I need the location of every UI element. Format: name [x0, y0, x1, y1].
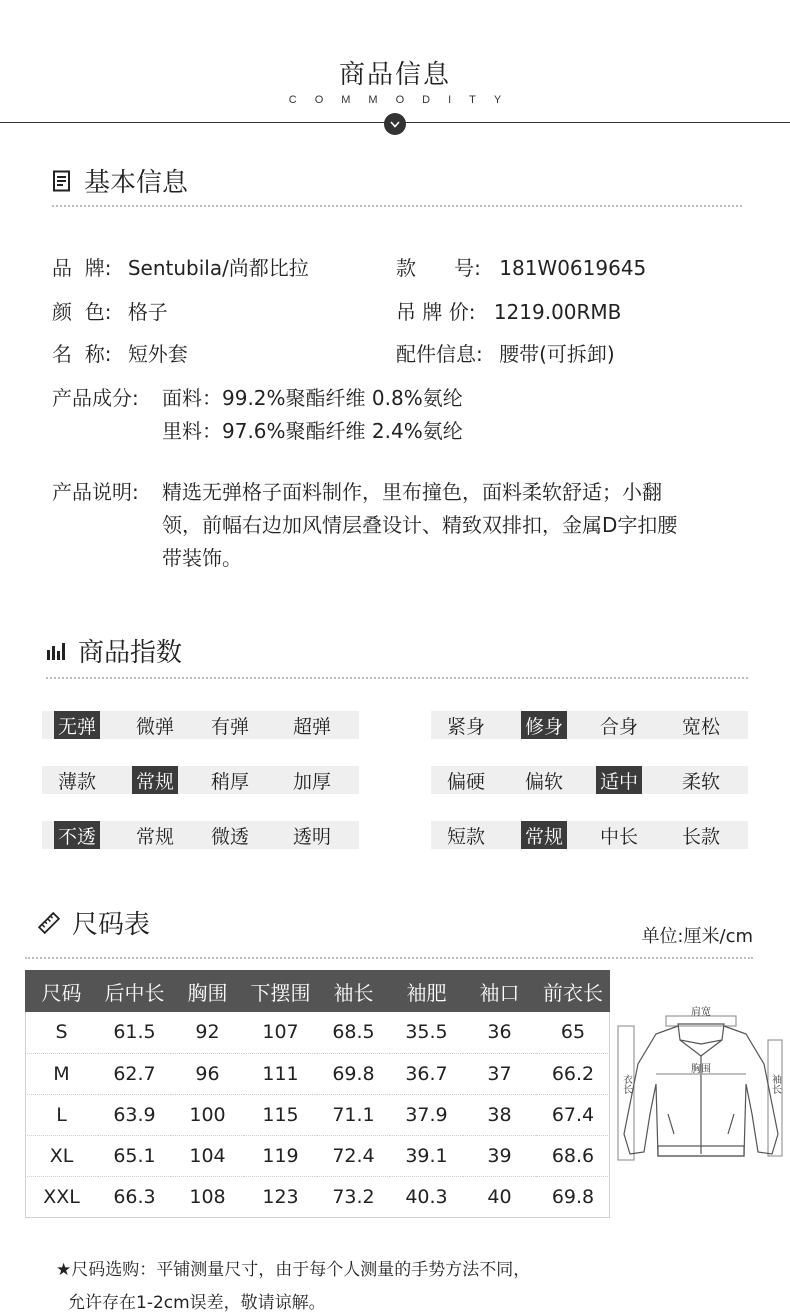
table-cell: 104 — [171, 1135, 244, 1176]
name-label: 名 称: — [52, 342, 112, 366]
index-option: 薄款 — [57, 770, 96, 793]
table-cell: 65 — [536, 1012, 610, 1053]
index-option-selected: 常规 — [521, 821, 567, 849]
table-row — [25, 1176, 610, 1217]
diagram-sleeve-label: 袖长 — [769, 1074, 781, 1094]
chevron-down-icon[interactable] — [384, 113, 406, 135]
jacket-size-diagram — [616, 1004, 786, 1169]
table-cell: 68.6 — [536, 1135, 610, 1176]
table-cell: 39 — [463, 1135, 536, 1176]
name-value: 短外套 — [127, 342, 188, 366]
table-cell: XXL — [25, 1176, 98, 1217]
table-cell: 65.1 — [98, 1135, 171, 1176]
index-option: 微弹 — [135, 715, 174, 738]
table-cell: 107 — [244, 1012, 317, 1053]
accessory-row — [396, 338, 615, 367]
index-option: 超弹 — [292, 715, 331, 738]
size-table-header-cell: 前衣长 — [536, 970, 610, 1012]
style-label: 款 号: — [396, 256, 481, 280]
size-table-header-cell: 下摆围 — [244, 970, 317, 1012]
table-cell: 111 — [244, 1053, 317, 1094]
ruler-icon — [38, 912, 60, 934]
table-cell: 38 — [463, 1094, 536, 1135]
table-cell: 37.9 — [390, 1094, 463, 1135]
basic-info-title: 基本信息 — [84, 168, 189, 198]
index-option: 合身 — [599, 715, 638, 738]
table-cell: 66.2 — [536, 1053, 610, 1094]
description-line2: 领，前幅右边加风情层叠设计、精致双排扣，金属D字扣腰 — [162, 513, 678, 537]
table-cell: 92 — [171, 1012, 244, 1053]
index-option-selected: 常规 — [132, 766, 178, 794]
index-option: 中长 — [599, 825, 638, 848]
index-option: 柔软 — [681, 770, 720, 793]
table-row — [25, 1135, 610, 1176]
table-cell: 115 — [244, 1094, 317, 1135]
accessory-label: 配件信息: — [396, 342, 483, 366]
bar-chart-icon — [46, 642, 66, 660]
index-row — [42, 821, 359, 849]
description-block — [52, 476, 742, 576]
table-cell: 73.2 — [317, 1176, 390, 1217]
brand-value: Sentubila/尚都比拉 — [127, 256, 309, 280]
table-cell: 61.5 — [98, 1012, 171, 1053]
diagram-shoulder-label: 肩宽 — [691, 1007, 711, 1018]
index-option: 偏软 — [524, 770, 563, 793]
index-option: 偏硬 — [446, 770, 485, 793]
name-row — [52, 338, 188, 367]
composition-block — [52, 382, 742, 452]
dotted-divider — [46, 677, 748, 679]
description-label: 产品说明: — [52, 480, 139, 504]
index-option: 短款 — [446, 825, 485, 848]
size-note-line2: 允许存在1-2cm误差，敬请谅解。 — [68, 1293, 326, 1313]
size-note-line1: ★尺码选购：平铺测量尺寸，由于每个人测量的手势方法不同， — [56, 1260, 531, 1280]
index-option: 透明 — [292, 825, 331, 848]
table-cell: S — [25, 1012, 98, 1053]
index-option-selected: 不透 — [54, 821, 100, 849]
description-line1: 精选无弹格子面料制作，里布撞色，面料柔软舒适；小翻 — [162, 480, 662, 504]
table-cell: 62.7 — [98, 1053, 171, 1094]
size-table-header-cell: 袖长 — [317, 970, 390, 1012]
table-row — [25, 1053, 610, 1094]
size-heading — [38, 904, 150, 941]
composition-line2: 里料：97.6%聚酯纤维 2.4%氨纶 — [162, 419, 463, 443]
document-icon — [52, 170, 72, 192]
index-option: 常规 — [135, 825, 174, 848]
price-label: 吊 牌 价: — [396, 300, 476, 324]
table-cell: 71.1 — [317, 1094, 390, 1135]
index-row — [42, 711, 359, 739]
table-cell: 96 — [171, 1053, 244, 1094]
size-table-header-cell: 尺码 — [25, 970, 98, 1012]
color-value: 格子 — [127, 300, 168, 324]
table-cell: 69.8 — [536, 1176, 610, 1217]
composition-label: 产品成分: — [52, 386, 139, 410]
page-title: 商品信息 — [338, 60, 451, 90]
index-row — [431, 821, 748, 849]
table-row — [25, 1012, 610, 1053]
index-option: 稍厚 — [210, 770, 249, 793]
basic-info-heading — [52, 162, 188, 199]
color-row — [52, 296, 168, 325]
description-line3: 带装饰。 — [162, 546, 242, 570]
index-row — [42, 766, 359, 794]
price-row — [396, 296, 621, 325]
table-cell: 67.4 — [536, 1094, 610, 1135]
index-option-selected: 修身 — [521, 711, 567, 739]
brand-row — [52, 252, 309, 281]
table-cell: 72.4 — [317, 1135, 390, 1176]
index-option: 紧身 — [446, 715, 485, 738]
page-subtitle: COMMODITY — [288, 94, 520, 106]
table-cell: M — [25, 1053, 98, 1094]
size-table-header-cell: 胸围 — [171, 970, 244, 1012]
table-row — [25, 1094, 610, 1135]
accessory-value: 腰带(可拆卸) — [499, 342, 615, 366]
dotted-divider — [52, 205, 742, 207]
table-cell: 119 — [244, 1135, 317, 1176]
brand-label: 品 牌: — [52, 256, 112, 280]
index-heading — [46, 632, 182, 669]
size-table-header-cell: 袖肥 — [390, 970, 463, 1012]
table-cell: 100 — [171, 1094, 244, 1135]
index-option: 加厚 — [292, 770, 331, 793]
table-cell: 39.1 — [390, 1135, 463, 1176]
size-table-header — [25, 970, 610, 1012]
size-table — [25, 970, 610, 1218]
style-value: 181W0619645 — [499, 256, 647, 280]
price-value: 1219.00RMB — [493, 300, 622, 324]
diagram-length-label: 衣长 — [620, 1074, 632, 1094]
table-cell: 36 — [463, 1012, 536, 1053]
index-option: 宽松 — [681, 715, 720, 738]
size-table-header-cell: 后中长 — [98, 970, 171, 1012]
table-cell: 68.5 — [317, 1012, 390, 1053]
index-option-selected: 适中 — [596, 766, 642, 794]
index-row — [431, 766, 748, 794]
table-cell: 37 — [463, 1053, 536, 1094]
composition-line1: 面料：99.2%聚酯纤维 0.8%氨纶 — [162, 386, 463, 410]
table-cell: 36.7 — [390, 1053, 463, 1094]
table-cell: 63.9 — [98, 1094, 171, 1135]
table-cell: 40 — [463, 1176, 536, 1217]
style-row — [396, 252, 646, 281]
diagram-chest-label: 胸围 — [691, 1064, 711, 1075]
table-cell: 66.3 — [98, 1176, 171, 1217]
unit-label: 单位:厘米/cm — [641, 926, 753, 947]
index-option: 有弹 — [210, 715, 249, 738]
table-cell: L — [25, 1094, 98, 1135]
index-row — [431, 711, 748, 739]
table-cell: XL — [25, 1135, 98, 1176]
dotted-divider — [25, 957, 753, 959]
index-option: 长款 — [681, 825, 720, 848]
table-cell: 123 — [244, 1176, 317, 1217]
table-cell: 69.8 — [317, 1053, 390, 1094]
table-cell: 108 — [171, 1176, 244, 1217]
table-cell: 35.5 — [390, 1012, 463, 1053]
table-cell: 40.3 — [390, 1176, 463, 1217]
color-label: 颜 色: — [52, 300, 112, 324]
size-title: 尺码表 — [72, 910, 151, 940]
size-table-header-cell: 袖口 — [463, 970, 536, 1012]
index-option: 微透 — [210, 825, 249, 848]
index-title: 商品指数 — [78, 638, 183, 668]
index-option-selected: 无弹 — [54, 711, 100, 739]
